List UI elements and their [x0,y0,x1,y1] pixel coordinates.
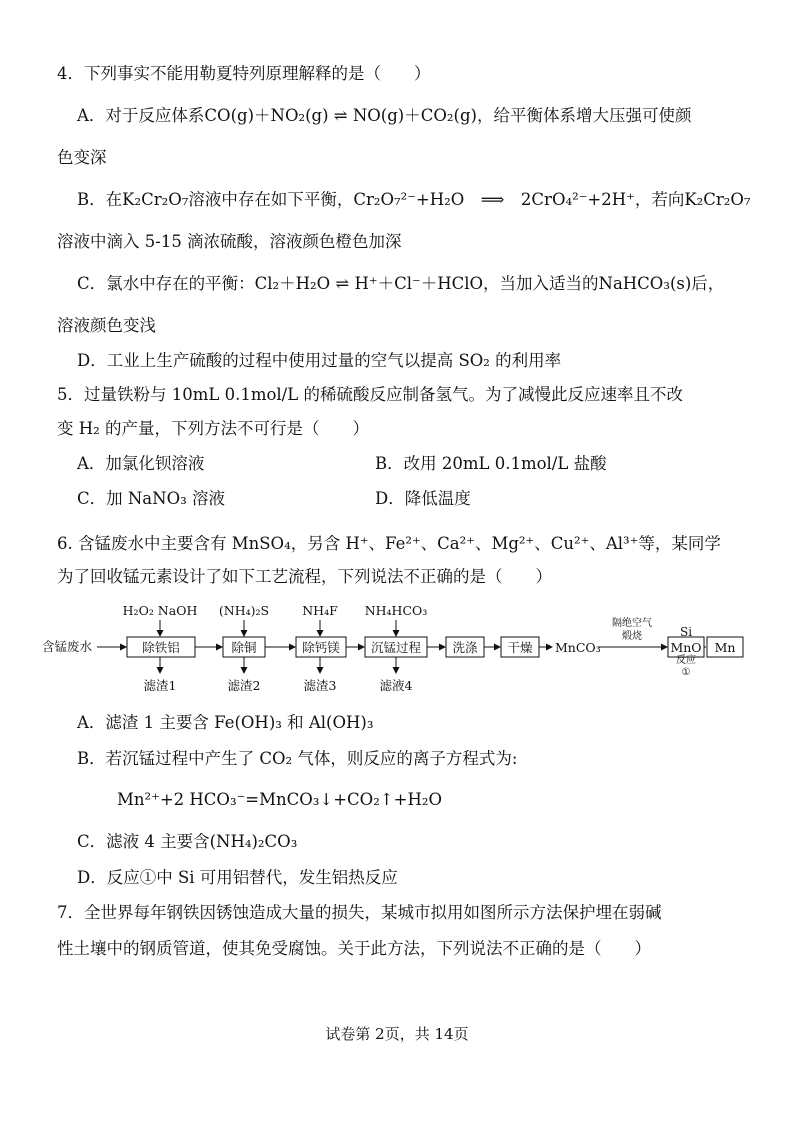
flow-box-label-1: 除铁铝 [142,640,180,655]
q4-option-b-line1: B．在K₂Cr₂O₇溶液中存在如下平衡，Cr₂O₇²⁻+H₂O ⟹ 2CrO₄²⁻+2H⁺，若向K₂Cr₂O₇ [77,190,751,209]
flow-box-label-3: 除钙镁 [302,640,340,655]
flow-product-label: MnCO₃ [555,640,601,655]
q6-stem-line2: 为了回收锰元素设计了如下工艺流程，下列说法不正确的是（ ） [57,567,552,586]
react-label: 反应 [676,655,696,666]
calcine-condition-top: 隔绝空气 [612,618,652,629]
waste-label-1: 滤渣1 [143,678,177,693]
flow-box-label-2: 除铜 [231,640,257,655]
q4-option-a-line2: 色变深 [57,148,107,167]
q6-option-d: D．反应①中 Si 可用铝替代，发生铝热反应 [77,868,398,887]
q5-option-c: C．加 NaNO₃ 溶液 [77,489,225,508]
flow-box-label-8: Mn [714,640,736,655]
q5-stem-line2: 变 H₂ 的产量，下列方法不可行是（ ） [57,419,369,438]
calcine-condition-bottom: 煅烧 [622,631,642,642]
reagent-label-2: (NH₄)₂S [218,603,270,618]
flow-box-label-4: 沉锰过程 [370,640,422,655]
q4-option-a-line1: A．对于反应体系CO(g)＋NO₂(g) ⇌ NO(g)＋CO₂(g)，给平衡体系增大压强可使颜 [77,106,692,125]
q4-option-c-line1: C．氯水中存在的平衡：Cl₂＋H₂O ⇌ H⁺＋Cl⁻＋HClO，当加入适当的NaHCO₃(s)后， [77,274,725,293]
q5-option-a: A．加氯化钡溶液 [77,454,205,473]
waste-label-2: 滤渣2 [227,678,261,693]
q6-option-b: B．若沉锰过程中产生了 CO₂ 气体，则反应的离子方程式为: [77,749,518,768]
q7-stem-line1: 7．全世界每年钢铁因锈蚀造成大量的损失，某城市拟用如图所示方法保护埋在弱碱 [57,903,662,922]
q6-option-c: C．滤液 4 主要含(NH₄)₂CO₃ [77,832,298,851]
q7-stem-line2: 性土壤中的钢质管道，使其免受腐蚀。关于此方法，下列说法不正确的是（ ） [57,939,651,958]
waste-label-4: 滤液4 [379,678,413,693]
reagent-label-1: H₂O₂ NaOH [122,603,198,618]
reagent-label-3: NH₄F [302,603,338,618]
flow-box-label-6: 干燥 [507,640,533,655]
process-flow-diagram [40,600,760,700]
si-reagent-label: Si [679,625,693,639]
q5-stem-line1: 5．过量铁粉与 10mL 0.1mol/L 的稀硫酸反应制备氢气。为了减慢此反应速率且不改 [57,385,683,404]
q4-option-d: D．工业上生产硫酸的过程中使用过量的空气以提高 SO₂ 的利用率 [77,351,562,370]
react-number-label: ① [681,667,691,678]
reagent-label-4: NH₄HCO₃ [364,603,428,618]
flow-box-label-5: 洗涤 [452,640,478,655]
waste-label-3: 滤渣3 [303,678,337,693]
q6-option-a: A．滤渣 1 主要含 Fe(OH)₃ 和 Al(OH)₃ [77,713,374,732]
q6-stem-line1: 6. 含锰废水中主要含有 MnSO₄，另含 H⁺、Fe²⁺、Ca²⁺、Mg²⁺、Cu²⁺、Al³⁺等，某同学 [57,534,721,553]
q5-option-b: B．改用 20mL 0.1mol/L 盐酸 [375,454,607,473]
page-footer: 试卷第 2页，共 14页 [325,1025,469,1043]
q4-stem: 4．下列事实不能用勒夏特列原理解释的是（ ） [57,64,431,83]
flow-start-label: 含锰废水 [42,639,93,654]
flow-box-label-7: MnO [670,640,702,655]
q5-option-d: D．降低温度 [375,489,471,508]
q4-option-b-line2: 溶液中滴入 5-15 滴浓硫酸，溶液颜色橙色加深 [57,232,402,251]
q6-ionic-equation: Mn²⁺+2 HCO₃⁻=MnCO₃↓+CO₂↑+H₂O [117,790,442,809]
q4-option-c-line2: 溶液颜色变浅 [57,316,156,335]
